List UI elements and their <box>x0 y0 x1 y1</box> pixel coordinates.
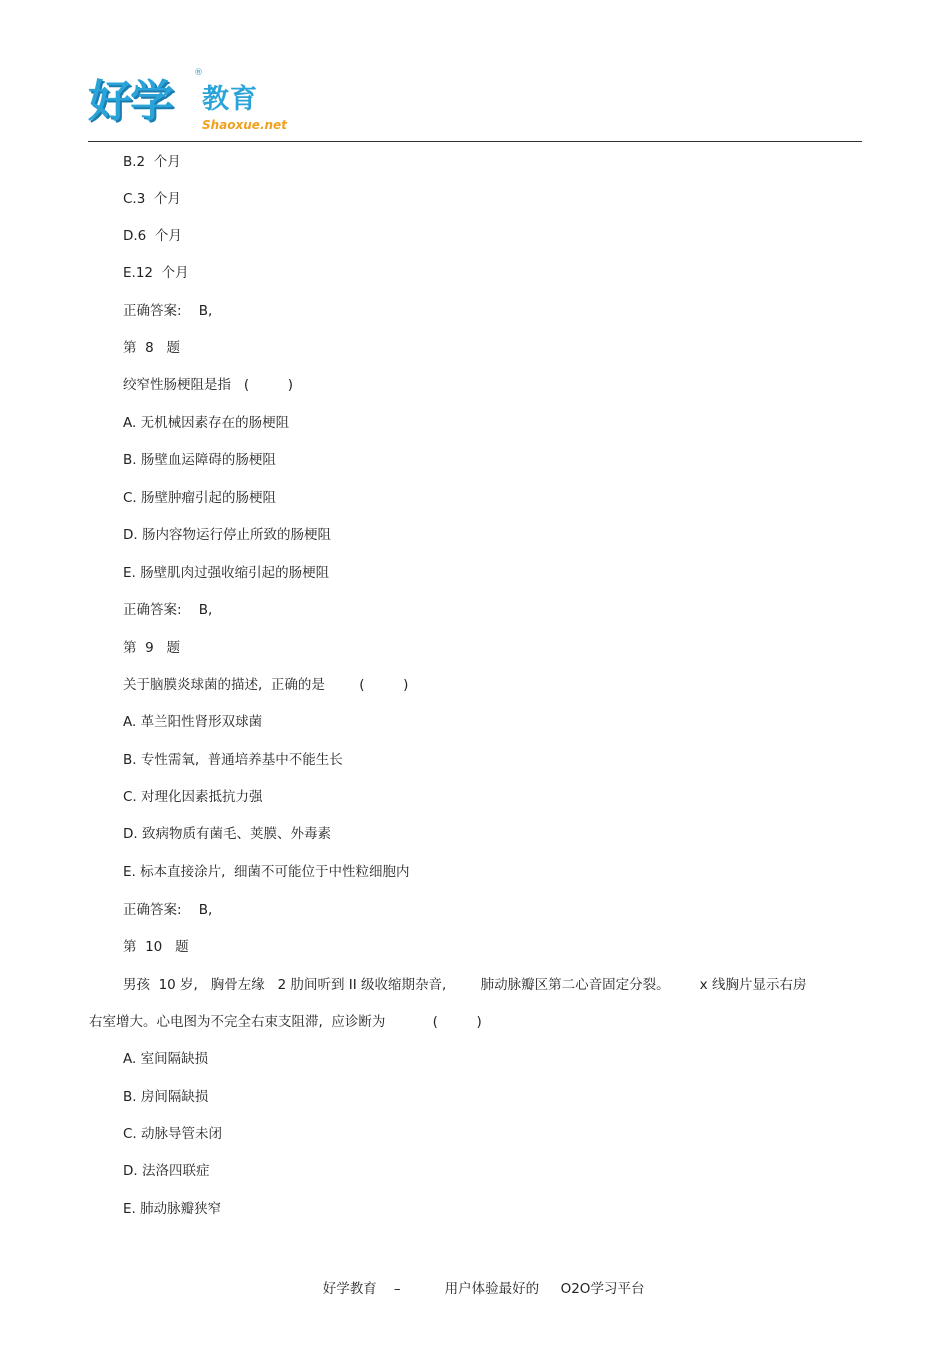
option-b-q9: B. 专性需氧, 普通培养基中不能生长 <box>123 752 343 768</box>
option-c-q8: C. 肠壁肿瘤引起的肠梗阻 <box>123 490 277 506</box>
option-d-q10: D. 法洛四联症 <box>123 1163 210 1179</box>
logo-sub-text: 教育 <box>202 84 258 115</box>
option-c-q9: C. 对理化因素抵抗力强 <box>123 789 263 805</box>
option-a-q10: A. 室间隔缺损 <box>123 1051 209 1067</box>
option-b-q8: B. 肠壁血运障碍的肠梗阻 <box>123 452 276 468</box>
answer-q8: 正确答案: B, <box>123 602 213 618</box>
registered-mark: ® <box>194 68 203 78</box>
option-d-q8: D. 肠内容物运行停止所致的肠梗阻 <box>123 527 331 543</box>
option-a-q9: A. 革兰阳性肾形双球菌 <box>123 714 263 730</box>
page-footer <box>0 1262 950 1316</box>
option-c-q10: C. 动脉导管未闭 <box>123 1126 223 1142</box>
brand-logo <box>88 66 288 142</box>
option-b-q10: B. 房间隔缺损 <box>123 1089 209 1105</box>
question-text-10-line1: 男孩 10 岁, 胸骨左缘 2 肋间听到 II 级收缩期杂音, 肺动脉瓣区第二心音固定分裂。 x 线胸片显示右房 <box>123 977 807 993</box>
question-number-8: 第 8 题 <box>123 340 181 356</box>
question-number-9: 第 9 题 <box>123 640 181 656</box>
question-number-10: 第 10 题 <box>123 939 189 955</box>
question-text-10-line2: 右室增大。心电图为不完全右束支阻滞, 应诊断为 ( ) <box>89 1014 482 1030</box>
logo-main-text: 好学 <box>88 76 172 127</box>
option-c-q7: C.3 个月 <box>123 191 181 207</box>
option-e-q10: E. 肺动脉瓣狭窄 <box>123 1201 222 1217</box>
option-a-q8: A. 无机械因素存在的肠梗阻 <box>123 415 290 431</box>
footer-slogan: 用户体验最好的 O2O学习平台 <box>444 1281 645 1297</box>
footer-brand: 好学教育 – <box>322 1281 401 1297</box>
option-d-q7: D.6 个月 <box>123 228 182 244</box>
option-e-q8: E. 肠壁肌肉过强收缩引起的肠梗阻 <box>123 565 330 581</box>
logo-url: Shaoxue.net <box>202 118 287 132</box>
answer-q7: 正确答案: B, <box>123 303 213 319</box>
option-d-q9: D. 致病物质有菌毛、荚膜、外毒素 <box>123 826 331 842</box>
header-divider <box>88 141 862 142</box>
question-text-9: 关于脑膜炎球菌的描述, 正确的是 ( ) <box>123 677 409 693</box>
option-b-q7: B.2 个月 <box>123 154 181 170</box>
option-e-q7: E.12 个月 <box>123 265 189 281</box>
answer-q9: 正确答案: B, <box>123 902 213 918</box>
option-e-q9: E. 标本直接涂片, 细菌不可能位于中性粒细胞内 <box>123 864 410 880</box>
question-text-8: 绞窄性肠梗阻是指 ( ) <box>123 377 294 393</box>
